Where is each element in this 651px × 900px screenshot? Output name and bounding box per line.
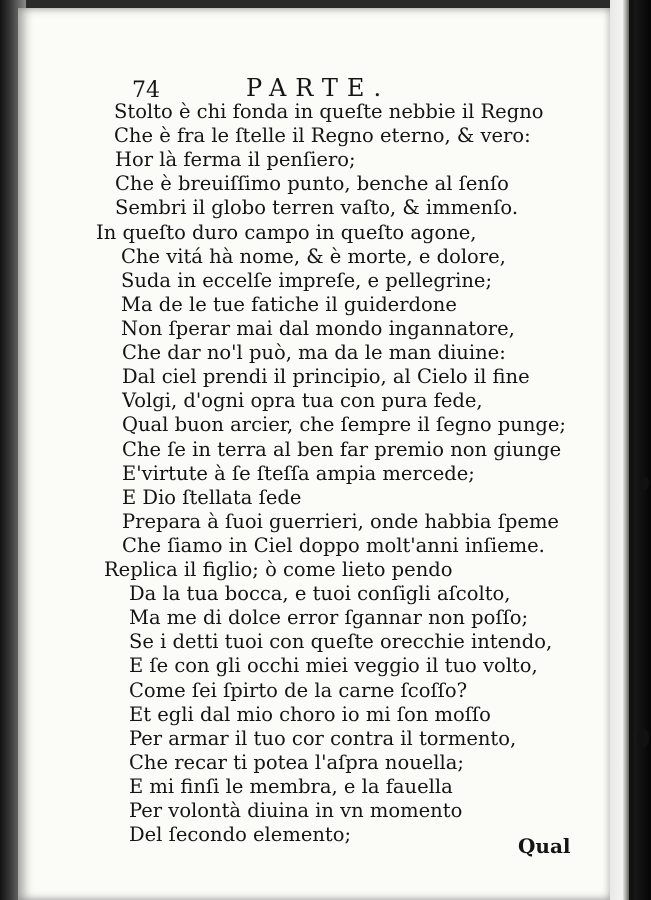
verse-line: Che ſe in terra al ben far premio non giunge bbox=[122, 438, 562, 461]
running-head: PARTE. bbox=[246, 74, 391, 102]
verse-line: E Dio ſtellata ſede bbox=[122, 486, 302, 509]
verse-line: Per armar il tuo cor contra il tormento, bbox=[129, 727, 517, 750]
verse-line: Suda in eccelſe impreſe, e pellegrine; bbox=[121, 269, 493, 292]
verse-line: Stolto è chi fonda in queſte nebbie il Regno bbox=[114, 100, 544, 123]
verse-line: Che dar no'l può, ma da le man diuine: bbox=[122, 341, 506, 364]
page-number: 74 bbox=[132, 78, 160, 103]
verse-line: Hor là ferma il penſiero; bbox=[115, 148, 356, 171]
verse-line: Da la tua bocca, e tuoi conſigli aſcolto, bbox=[129, 582, 511, 605]
verse-line: Come ſei ſpirto de la carne ſcoſſo? bbox=[129, 679, 468, 702]
verse-line: In queſto duro campo in queſto agone, bbox=[96, 221, 477, 244]
verse-line: Ma de le tue fatiche il guiderdone bbox=[121, 293, 457, 316]
verse-line: Del ſecondo elemento; bbox=[129, 823, 352, 846]
verse-line: E ſe con gli occhi miei veggio il tuo volto, bbox=[129, 654, 538, 677]
verse-line: Volgi, d'ogni opra tua con pura fede, bbox=[122, 389, 483, 412]
verse-line: Et egli dal mio choro io mi ſon moſſo bbox=[129, 703, 491, 726]
bleed-through-mark bbox=[637, 728, 649, 748]
verse-line: Qual buon arcier, che ſempre il ſegno punge; bbox=[122, 413, 566, 436]
bleed-through-mark bbox=[640, 476, 649, 490]
verse-line: Che è fra le ſtelle il Regno eterno, & vero: bbox=[114, 124, 531, 147]
verse-line: Non ſperar mai dal mondo ingannatore, bbox=[121, 317, 515, 340]
verse-line: Per volontà diuina in vn momento bbox=[129, 799, 463, 822]
verse-line: Che ſiamo in Ciel doppo molt'anni inſieme. bbox=[122, 534, 545, 557]
verse-line: Replica il figlio; ò come lieto pendo bbox=[104, 558, 453, 581]
verse-line: Se i detti tuoi con queſte orecchie intendo, bbox=[129, 630, 553, 653]
verse-line: Che è breuiſſimo punto, benche al ſenſo bbox=[115, 172, 509, 195]
verse-line: Che recar ti potea l'aſpra nouella; bbox=[129, 751, 464, 774]
adjacent-page-gutter bbox=[629, 0, 634, 900]
verse-line: E mi finſi le membra, e la fauella bbox=[129, 775, 453, 798]
verse-line: Che vitá hà nome, & è morte, e dolore, bbox=[121, 245, 506, 268]
book-page bbox=[18, 8, 610, 900]
verse-line: E'virtute à ſe ſteſſa ampia mercede; bbox=[122, 462, 475, 485]
verse-line: Dal ciel prendi il principio, al Cielo il fine bbox=[122, 365, 530, 388]
verse-line: Ma me di dolce error ſgannar non poſſo; bbox=[129, 606, 529, 629]
verse-line: Sembri il globo terren vaſto, & immenſo. bbox=[115, 196, 519, 219]
verse-line: Prepara à ſuoi guerrieri, onde habbia ſpeme bbox=[122, 510, 559, 533]
catchword: Qual bbox=[518, 834, 571, 858]
